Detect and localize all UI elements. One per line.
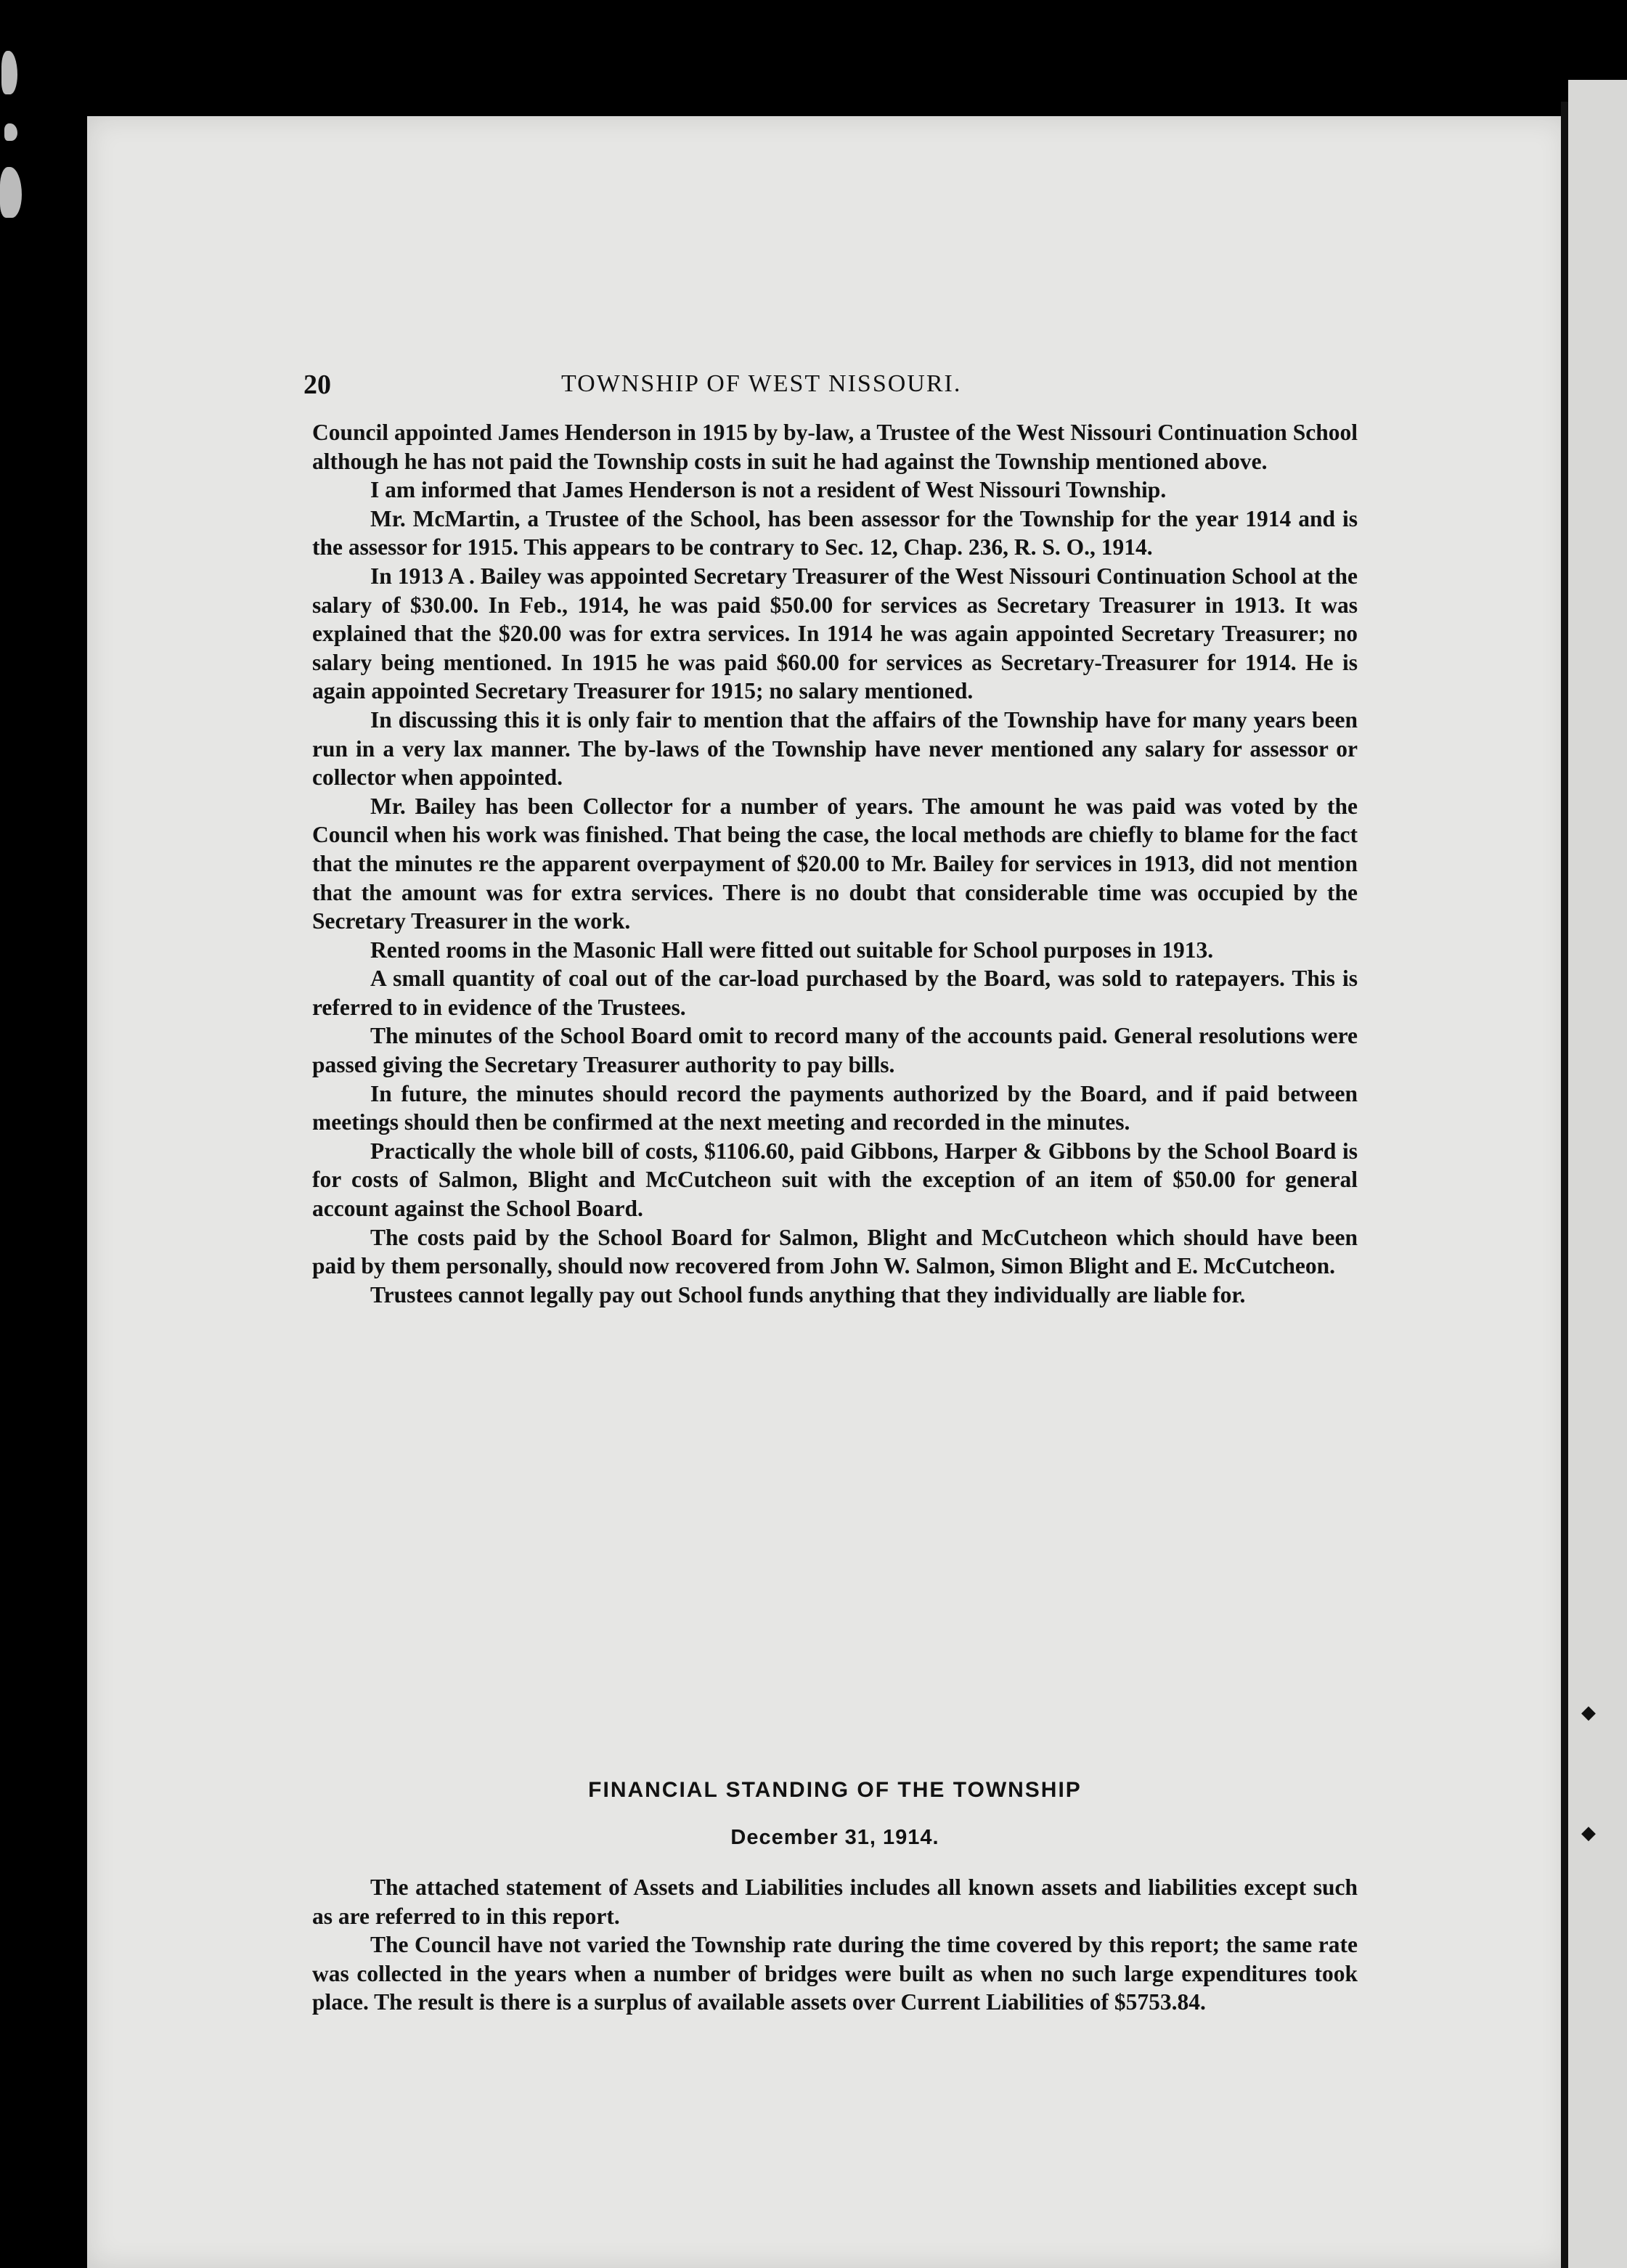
paragraph: The attached statement of Assets and Liabilities includes all known assets and liabilities except such as are referred to in this report. — [312, 1875, 1358, 1929]
section-body — [312, 1873, 1358, 2017]
section-date: December 31, 1914. — [730, 1826, 939, 1849]
debris-mark — [0, 167, 22, 218]
page-header — [303, 369, 1358, 412]
paragraph: Council appointed James Henderson in 1915 by by-law, a Trustee of the West Nissouri Continuation School although he has not paid the Township costs in suit he had against the Township mentioned above. — [312, 420, 1358, 474]
paragraph: In 1913 A . Bailey was appointed Secretary Treasurer of the West Nissouri Continuation School at the salary of $30.00. In Feb., 1914, he was paid $50.00 for services as Secretary Treasurer in 1913. It was explained that the $20.00 was for extra services. In 1914 he was again appointed Secretary Treasurer; no salary being mentioned. In 1915 he was paid $60.00 for services as Secretary-Treasurer for 1914. He is again appointed Secretary Treasurer for 1915; no salary mentioned. — [312, 563, 1358, 704]
body-text — [312, 418, 1358, 1309]
page-number: 20 — [303, 370, 331, 400]
paragraph: Practically the whole bill of costs, $1106.60, paid Gibbons, Harper & Gibbons by the School Board is for costs of Salmon, Blight and McCutcheon suit with the exception of an item of $50.00 for general account against the School Board. — [312, 1138, 1358, 1222]
paragraph: The Council have not varied the Township rate during the time covered by this report; the same rate was collected in the years when a number of bridges were built as when no such large expenditures took place. The result is there is a surplus of available assets over Current Liabilities of $5753.84. — [312, 1932, 1358, 2015]
paragraph: Trustees cannot legally pay out School funds anything that they individually are liable for. — [370, 1281, 1246, 1308]
debris-mark — [4, 123, 17, 141]
paragraph: Mr. Bailey has been Collector for a number of years. The amount he was paid was voted by the Council when his work was finished. That being the case, the local methods are chiefly to blame for the fact that the minutes re the apparent overpayment of $20.00 to Mr. Bailey for services in 1913, did not mention that the amount was for extra services. There is no doubt that considerable time was occupied by the Secretary Treasurer in the work. — [312, 793, 1358, 934]
edge-mark: ◆ — [1581, 1702, 1596, 1723]
debris-mark — [1, 51, 17, 94]
edge-mark: ◆ — [1581, 1822, 1596, 1843]
binding-edge — [1561, 102, 1568, 2268]
paragraph: Rented rooms in the Masonic Hall were fitted out suitable for School purposes in 1913. — [370, 937, 1214, 963]
paragraph: A small quantity of coal out of the car-load purchased by the Board, was sold to ratepayers. This is referred to in evidence of the Trustees. — [312, 966, 1358, 1020]
paragraph: Mr. McMartin, a Trustee of the School, has been assessor for the Township for the year 1914 and is the assessor for 1915. This appears to be contrary to Sec. 12, Chap. 236, R. S. O., 1914. — [312, 505, 1358, 560]
facing-page-edge — [1568, 80, 1627, 2268]
section-heading: FINANCIAL STANDING OF THE TOWNSHIP — [588, 1778, 1082, 1802]
paragraph: The minutes of the School Board omit to record many of the accounts paid. General resolutions were passed giving the Secretary Treasurer authority to pay bills. — [312, 1023, 1358, 1078]
paragraph: In discussing this it is only fair to mention that the affairs of the Township have for many years been run in a very lax manner. The by-laws of the Township have never mentioned any salary for assessor or collector when appointed. — [312, 706, 1358, 791]
paragraph: In future, the minutes should record the payments authorized by the Board, and if paid between meetings should then be confirmed at the next meeting and recorded in the minutes. — [312, 1080, 1358, 1135]
scan-edge-debris — [0, 44, 29, 232]
paragraph: The costs paid by the School Board for Salmon, Blight and McCutcheon which should have been paid by them personally, should now recovered from John W. Salmon, Simon Blight and E. McCutcheon. — [312, 1224, 1358, 1279]
paragraph: I am informed that James Henderson is not a resident of West Nissouri Township. — [370, 477, 1167, 503]
running-head: TOWNSHIP OF WEST NISSOURI. — [561, 370, 962, 397]
